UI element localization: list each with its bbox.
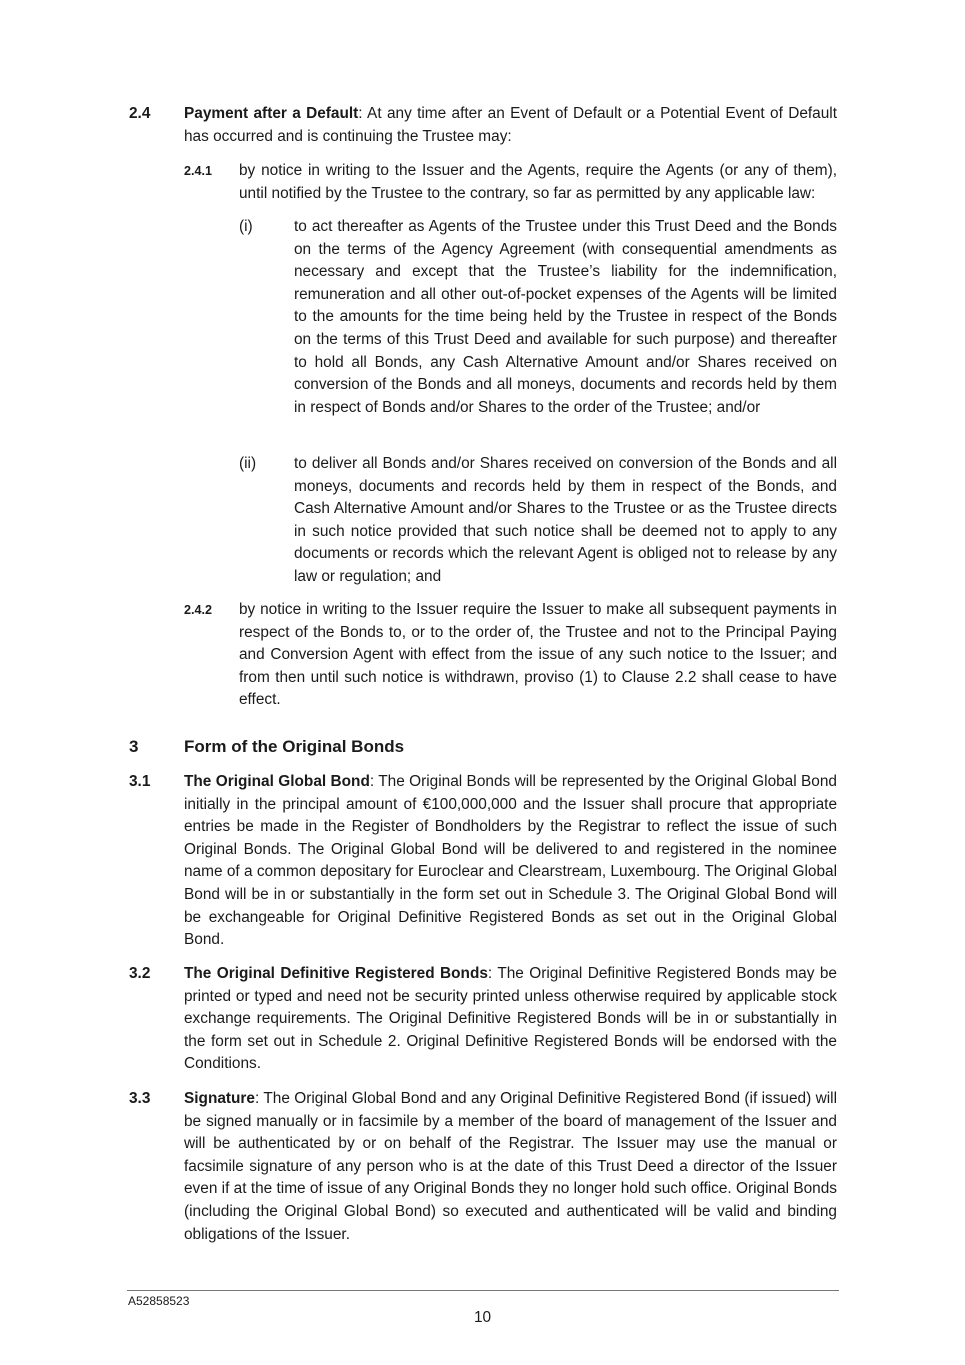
clause-3-1-text: : The Original Bonds will be represented by the Original Global Bond initially in the principal amount of €100,000,000 and the Issuer shall procure that appropriate entries be made in the Register of Bondholders by the Registrar to reflect the issue of such Original Bonds. The Original Global Bond will be delivered to and registered in the nominee name of a common depositary for Euroclear and Clearstream, Luxembourg. The Original Global Bond will be in or substantially in the form set out in Schedule 3. The Original Global Bond will be exchangeable for Original Definitive Registered Bonds as set out in the Original Global Bond. [184, 773, 837, 949]
clause-3-2-text: : The Original Definitive Registered Bonds may be printed or typed and need not be security printed unless otherwise required by applicable stock exchange requirements. The Original Definitive Registered Bonds will be in or substantially in the form set out in Schedule 2. Original Definitive Registered Bonds will be endorsed with the Conditions. [184, 965, 837, 1073]
section-number-3: 3 [129, 737, 139, 756]
item-number-ii: (ii) [239, 455, 257, 472]
clause-number-2-4-2: 2.4.2 [184, 603, 213, 617]
section-3-heading: Form of the Original Bonds [184, 737, 405, 756]
item-number-i: (i) [239, 218, 253, 235]
clause-number-3-2: 3.2 [129, 965, 151, 982]
document-reference: A52858523 [128, 1294, 190, 1308]
clause-2-4-title: Payment after a Default [184, 105, 359, 122]
clause-3-1 [184, 771, 837, 952]
clause-2-4-2-text: by notice in writing to the Issuer require the Issuer to make all subsequent payments in respect of the Bonds to, or to the order of, the Trustee and not to the Principal Paying and Conversion Agent with effect from the issue of any such notice to the Issuer; and from then until such notice is withdrawn, proviso (1) to Clause 2.2 shall cease to have effect. [239, 601, 837, 709]
clause-3-3-title: Signature [184, 1090, 255, 1107]
item-i-text: to act thereafter as Agents of the Trustee under this Trust Deed and the Bonds on the terms of the Agency Agreement (with consequential amendments as necessary and except that the Trustee’s liability for the indemnification, remuneration and all other out-of-pocket expenses of the Agents will be limited to the amounts for the time being held by the Trustee in respect of the Bonds on the terms of this Trust Deed and available for such purpose) and thereafter to hold all Bonds, any Cash Alternative Amount and/or Shares received on conversion of the Bonds and all moneys, documents and records held by them in respect of Bonds and/or Shares to the order of the Trustee; and/or [294, 218, 837, 416]
clause-2-4 [184, 103, 837, 148]
clause-number-2-4: 2.4 [129, 105, 151, 122]
clause-3-2 [184, 963, 837, 1076]
footer-divider [127, 1290, 839, 1291]
clause-2-4-text: : At any time after an Event of Default or a Potential Event of Default has occurred and is continuing the Trustee may: [184, 105, 837, 145]
clause-2-4-1-text: by notice in writing to the Issuer and the Agents, require the Agents (or any of them), until notified by the Trustee to the contrary, so far as permitted by any applicable law: [239, 162, 837, 202]
clause-number-3-3: 3.3 [129, 1090, 151, 1107]
clause-3-3-text: : The Original Global Bond and any Original Definitive Registered Bond (if issued) will be signed manually or in facsimile by a member of the board of management of the Issuer and will be authenticated by or on behalf of the Registrar. The Issuer may use the manual or facsimile signature of any person who is at the date of this Trust Deed a director of the Issuer even if at the time of issue of any Original Bonds they no longer hold such office. Original Bonds (including the Original Global Bond) so executed and authenticated will be valid and binding obligations of the Issuer. [184, 1090, 837, 1243]
item-ii-text: to deliver all Bonds and/or Shares received on conversion of the Bonds and all moneys, documents and records held by them in respect of the Bonds, and Cash Alternative Amount and/or Shares to the Trustee or as the Trustee directs in such notice provided that such notice shall be deemed not to apply to any documents or records which the relevant Agent is obliged not to release by any law or regulation; and [294, 455, 837, 585]
clause-3-1-title: The Original Global Bond [184, 773, 370, 790]
page-number: 10 [473, 1309, 492, 1326]
clause-3-3 [184, 1088, 837, 1246]
clause-3-2-title: The Original Definitive Registered Bonds [184, 965, 488, 982]
clause-number-3-1: 3.1 [129, 773, 151, 790]
clause-number-2-4-1: 2.4.1 [184, 164, 213, 178]
